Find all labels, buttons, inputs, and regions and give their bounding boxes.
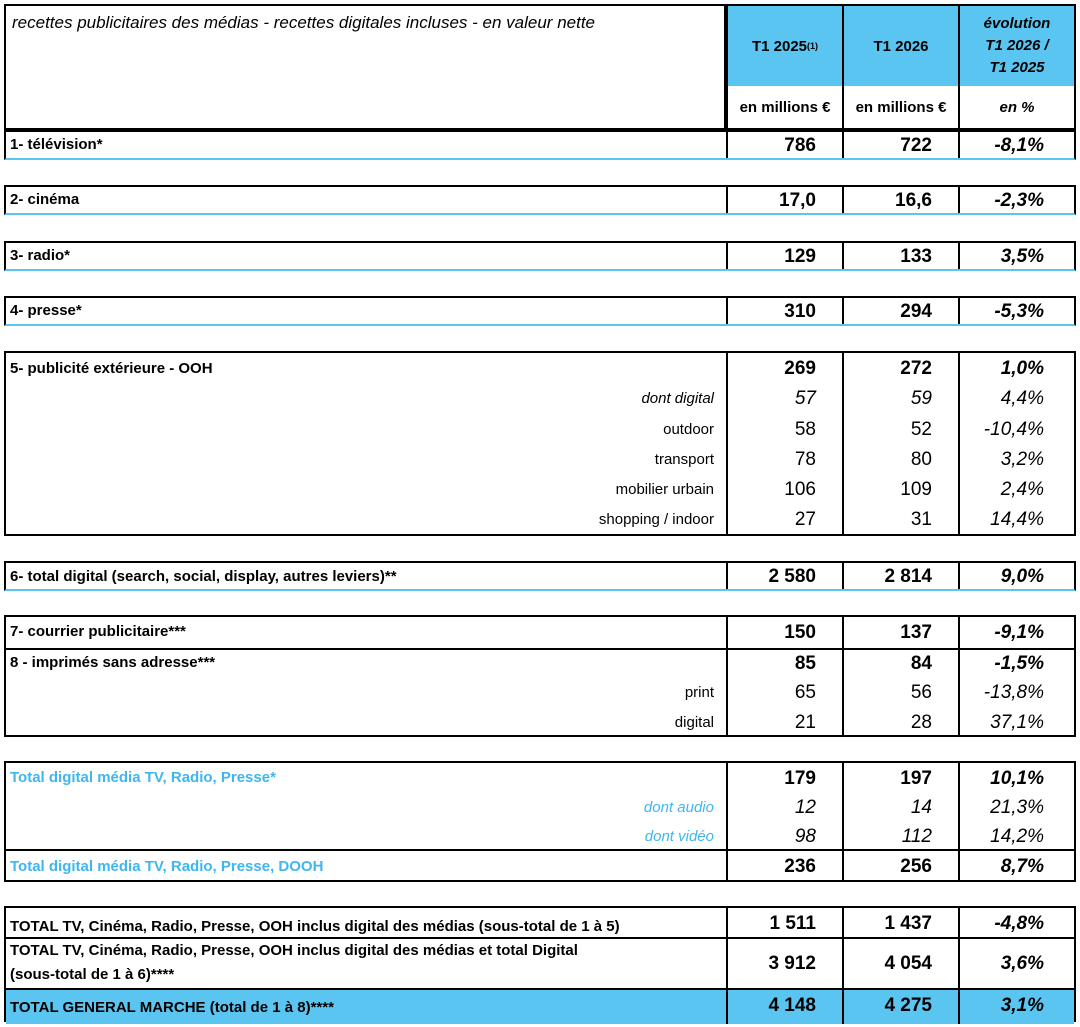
value-2026: 197 — [900, 768, 932, 789]
value-evolution: 3,1% — [1000, 995, 1044, 1016]
value-2026: 31 — [910, 509, 932, 530]
table-row-total-general — [6, 990, 1074, 1024]
value-2026: 52 — [910, 419, 932, 440]
column-header-t1-2026 — [842, 4, 958, 86]
value-2026: 14 — [910, 797, 932, 818]
row-label: digital — [674, 714, 714, 731]
value-evolution: -5,3% — [994, 301, 1044, 322]
value-2025: 106 — [784, 479, 816, 500]
value-2025: 65 — [794, 682, 816, 703]
value-evolution: 3,5% — [1000, 246, 1044, 267]
row-label: 3- radio* — [10, 247, 71, 264]
value-2025: 85 — [794, 653, 816, 674]
row-label: 2- cinéma — [10, 191, 80, 208]
value-evolution: 9,0% — [1000, 566, 1044, 587]
value-2026: 80 — [910, 449, 932, 470]
row-label: dont audio — [643, 799, 714, 816]
value-evolution: -13,8% — [983, 682, 1044, 703]
block-total-digital — [4, 561, 1076, 591]
block-totals — [4, 906, 1076, 1022]
value-evolution: 2,4% — [1000, 479, 1044, 500]
value-2025: 310 — [784, 301, 816, 322]
value-2026: 137 — [900, 622, 932, 643]
block-cinema — [4, 185, 1076, 215]
table-title-text: recettes publicitaires des médias - recettes digitales incluses - en valeur nette — [12, 13, 596, 32]
value-2026: 16,6 — [895, 190, 932, 211]
value-2026: 59 — [910, 388, 932, 409]
column-header-t1-2025 — [726, 4, 842, 86]
value-evolution: -10,4% — [983, 419, 1044, 440]
value-2025: 98 — [794, 826, 816, 847]
value-2026: 109 — [900, 479, 932, 500]
value-2025: 21 — [794, 712, 816, 733]
value-2026: 272 — [900, 358, 932, 379]
value-2026: 28 — [910, 712, 932, 733]
row-label: TOTAL GENERAL MARCHE (total de 1 à 8)**** — [10, 999, 334, 1016]
col1-label: T1 2025 — [751, 37, 808, 55]
value-evolution: 10,1% — [990, 768, 1044, 789]
value-2025: 4 148 — [768, 995, 816, 1016]
block-presse — [4, 296, 1076, 326]
unit-col3: en % — [958, 86, 1076, 130]
value-2025: 78 — [794, 449, 816, 470]
row-label: 6- total digital (search, social, display, autres leviers)** — [10, 568, 397, 585]
value-2025: 17,0 — [779, 190, 816, 211]
col3-line2: T1 2026 / — [985, 37, 1049, 54]
value-evolution: -9,1% — [994, 622, 1044, 643]
value-evolution: 1,0% — [1000, 358, 1044, 379]
row-label: 7- courrier publicitaire*** — [10, 623, 186, 640]
value-2026: 722 — [900, 135, 932, 156]
row-label: dont digital — [641, 390, 714, 407]
value-evolution: 3,2% — [1000, 449, 1044, 470]
value-2025: 2 580 — [768, 566, 816, 587]
value-2026: 2 814 — [884, 566, 932, 587]
value-2026: 1 437 — [884, 913, 932, 934]
row-label: TOTAL TV, Cinéma, Radio, Presse, OOH inclus digital des médias (sous-total de 1 à 5) — [10, 918, 620, 935]
row-label-line1: TOTAL TV, Cinéma, Radio, Presse, OOH inclus digital des médias et total Digital — [10, 942, 578, 959]
value-2025: 12 — [794, 797, 816, 818]
value-2025: 179 — [784, 768, 816, 789]
column-header-evolution — [958, 4, 1076, 86]
value-2025: 786 — [784, 135, 816, 156]
value-evolution: 4,4% — [1000, 388, 1044, 409]
row-label: 1- télévision* — [10, 136, 103, 153]
value-evolution: 14,4% — [990, 509, 1044, 530]
value-2026: 4 054 — [884, 953, 932, 974]
value-evolution: -8,1% — [994, 135, 1044, 156]
value-evolution: 37,1% — [990, 712, 1044, 733]
row-label: transport — [654, 451, 714, 468]
row-label: shopping / indoor — [598, 511, 714, 528]
value-2025: 3 912 — [768, 953, 816, 974]
value-2025: 58 — [794, 419, 816, 440]
value-2026: 133 — [900, 246, 932, 267]
value-2025: 129 — [784, 246, 816, 267]
row-label: 5- publicité extérieure - OOH — [10, 360, 213, 377]
row-label: Total digital média TV, Radio, Presse* — [10, 769, 276, 786]
row-label: 8 - imprimés sans adresse*** — [10, 654, 216, 671]
value-2025: 269 — [784, 358, 816, 379]
value-evolution: 8,7% — [1000, 856, 1044, 877]
value-2025: 1 511 — [769, 913, 816, 934]
row-label: Total digital média TV, Radio, Presse, DOOH — [10, 858, 324, 875]
value-evolution: -1,5% — [994, 653, 1044, 674]
value-2026: 84 — [910, 653, 932, 674]
block-ooh — [4, 351, 1076, 536]
value-2026: 256 — [900, 856, 932, 877]
value-2026: 112 — [901, 826, 932, 847]
row-label: print — [684, 684, 714, 701]
block-radio — [4, 241, 1076, 271]
row-label-line2: (sous-total de 1 à 6)**** — [10, 966, 175, 983]
col2-label: T1 2026 — [873, 37, 929, 55]
value-2025: 57 — [794, 388, 816, 409]
value-2026: 4 275 — [884, 995, 932, 1016]
value-evolution: 21,3% — [990, 797, 1044, 818]
value-evolution: 14,2% — [990, 826, 1044, 847]
block-television — [4, 130, 1076, 160]
row-label: mobilier urbain — [615, 481, 714, 498]
value-evolution: -4,8% — [994, 913, 1044, 934]
col3-line1: évolution — [983, 15, 1051, 32]
row-label: 4- presse* — [10, 302, 82, 319]
value-2025: 236 — [784, 856, 816, 877]
value-2025: 150 — [784, 622, 816, 643]
value-2026: 294 — [900, 301, 932, 322]
row-label: outdoor — [663, 421, 714, 438]
row-label: dont vidéo — [644, 828, 714, 845]
value-evolution: -2,3% — [994, 190, 1044, 211]
unit-col1: en millions € — [726, 86, 842, 130]
col1-footnote-ref: (1) — [807, 41, 819, 51]
block-digital-media — [4, 761, 1076, 882]
value-2026: 56 — [910, 682, 932, 703]
table-title — [4, 4, 726, 130]
unit-col2: en millions € — [842, 86, 958, 130]
block-courrier-imprimes — [4, 615, 1076, 737]
value-2025: 27 — [794, 509, 816, 530]
value-evolution: 3,6% — [1000, 953, 1044, 974]
col3-line3: T1 2025 — [989, 59, 1045, 76]
